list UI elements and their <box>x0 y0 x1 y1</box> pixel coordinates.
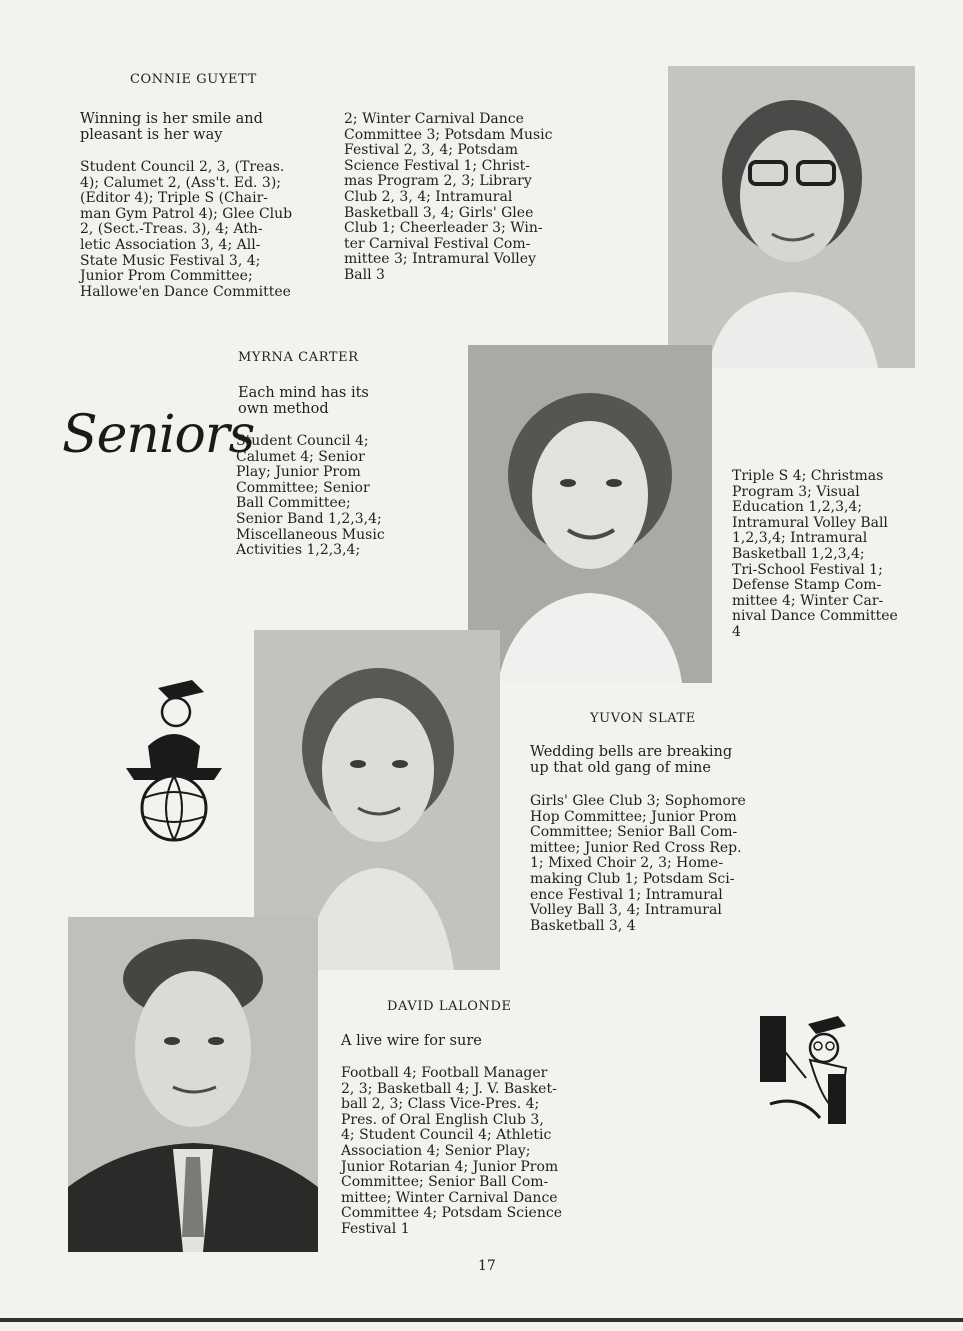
bearded-professor-clipart <box>750 1008 852 1128</box>
senior-motto-myrna-carter: Each mind has its own method <box>238 385 369 417</box>
senior-activities-david-lalonde: Football 4; Football Manager 2, 3; Basketball 4; J. V. Basket- ball 2, 3; Class Vice-Pres. 4; Pres. of Oral English Club 3, 4; Student Council 4; Athletic Association 4; Senior Play; Junior Rotarian 4; Junior Prom Committee; Senior Ball Com- mittee; Winter Carnival Dance Committee 4; Potsdam Science Festival 1 <box>341 1065 562 1237</box>
senior-motto-yuvon-slate: Wedding bells are breaking up that old gang of mine <box>530 744 733 776</box>
senior-name-connie-guyett: CONNIE GUYETT <box>130 72 257 87</box>
senior-activities-myrna-carter-col1: Student Council 4; Calumet 4; Senior Play; Junior Prom Committee; Senior Ball Committee; Senior Band 1,2,3,4; Miscellaneous Music Activities 1,2,3,4; <box>236 433 385 559</box>
senior-motto-connie-guyett: Winning is her smile and pleasant is her way <box>80 111 263 143</box>
senior-activities-connie-guyett-col1: Student Council 2, 3, (Treas. 4); Calumet 2, (Ass't. Ed. 3); (Editor 4); Triple S (Chair- man Gym Patrol 4); Glee Club 2, (Sect.-Treas. 3), 4; Ath- letic Association 3, 4; All- State Music Festival 3, 4; Junior Prom Committee; Hallowe'en Dance Committee <box>80 159 293 300</box>
senior-activities-myrna-carter-col2: Triple S 4; Christmas Program 3; Visual Education 1,2,3,4; Intramural Volley Ball 1,2,3,4; Intramural Basketball 1,2,3,4; Tri-School Festival 1; Defense Stamp Com- mittee 4; Winter Car- nival Dance Committee 4 <box>732 468 898 640</box>
page-heading: Seniors <box>62 405 255 465</box>
senior-activities-connie-guyett-col2: 2; Winter Carnival Dance Committee 3; Potsdam Music Festival 2, 3, 4; Potsdam Science Festival 1; Christ- mas Program 2, 3; Library Club 2, 3, 4; Intramural Basketball 3, 4; Girls' Glee Club 1; Cheerleader 3; Win- ter Carnival Festival Com- mittee 3; Intramural Volley Ball 3 <box>344 111 553 283</box>
senior-activities-yuvon-slate: Girls' Glee Club 3; Sophomore Hop Committee; Junior Prom Committee; Senior Ball Com- mittee; Junior Red Cross Rep. 1; Mixed Choir 2, 3; Home- making Club 1; Potsdam Sci- ence Festival 1; Intramural Volley Ball 3, 4; Intramural Basketball 3, 4 <box>530 793 746 934</box>
portrait-david-lalonde <box>68 917 318 1252</box>
portrait-connie-guyett <box>668 66 915 368</box>
page-number: 17 <box>478 1258 496 1274</box>
bottom-edge-rule <box>0 1318 963 1322</box>
graduate-on-globe-clipart <box>118 676 230 846</box>
senior-name-yuvon-slate: YUVON SLATE <box>590 711 696 726</box>
senior-name-myrna-carter: MYRNA CARTER <box>238 350 359 365</box>
senior-motto-david-lalonde: A live wire for sure <box>341 1033 482 1049</box>
portrait-myrna-carter <box>468 345 712 683</box>
senior-name-david-lalonde: DAVID LALONDE <box>387 999 512 1014</box>
